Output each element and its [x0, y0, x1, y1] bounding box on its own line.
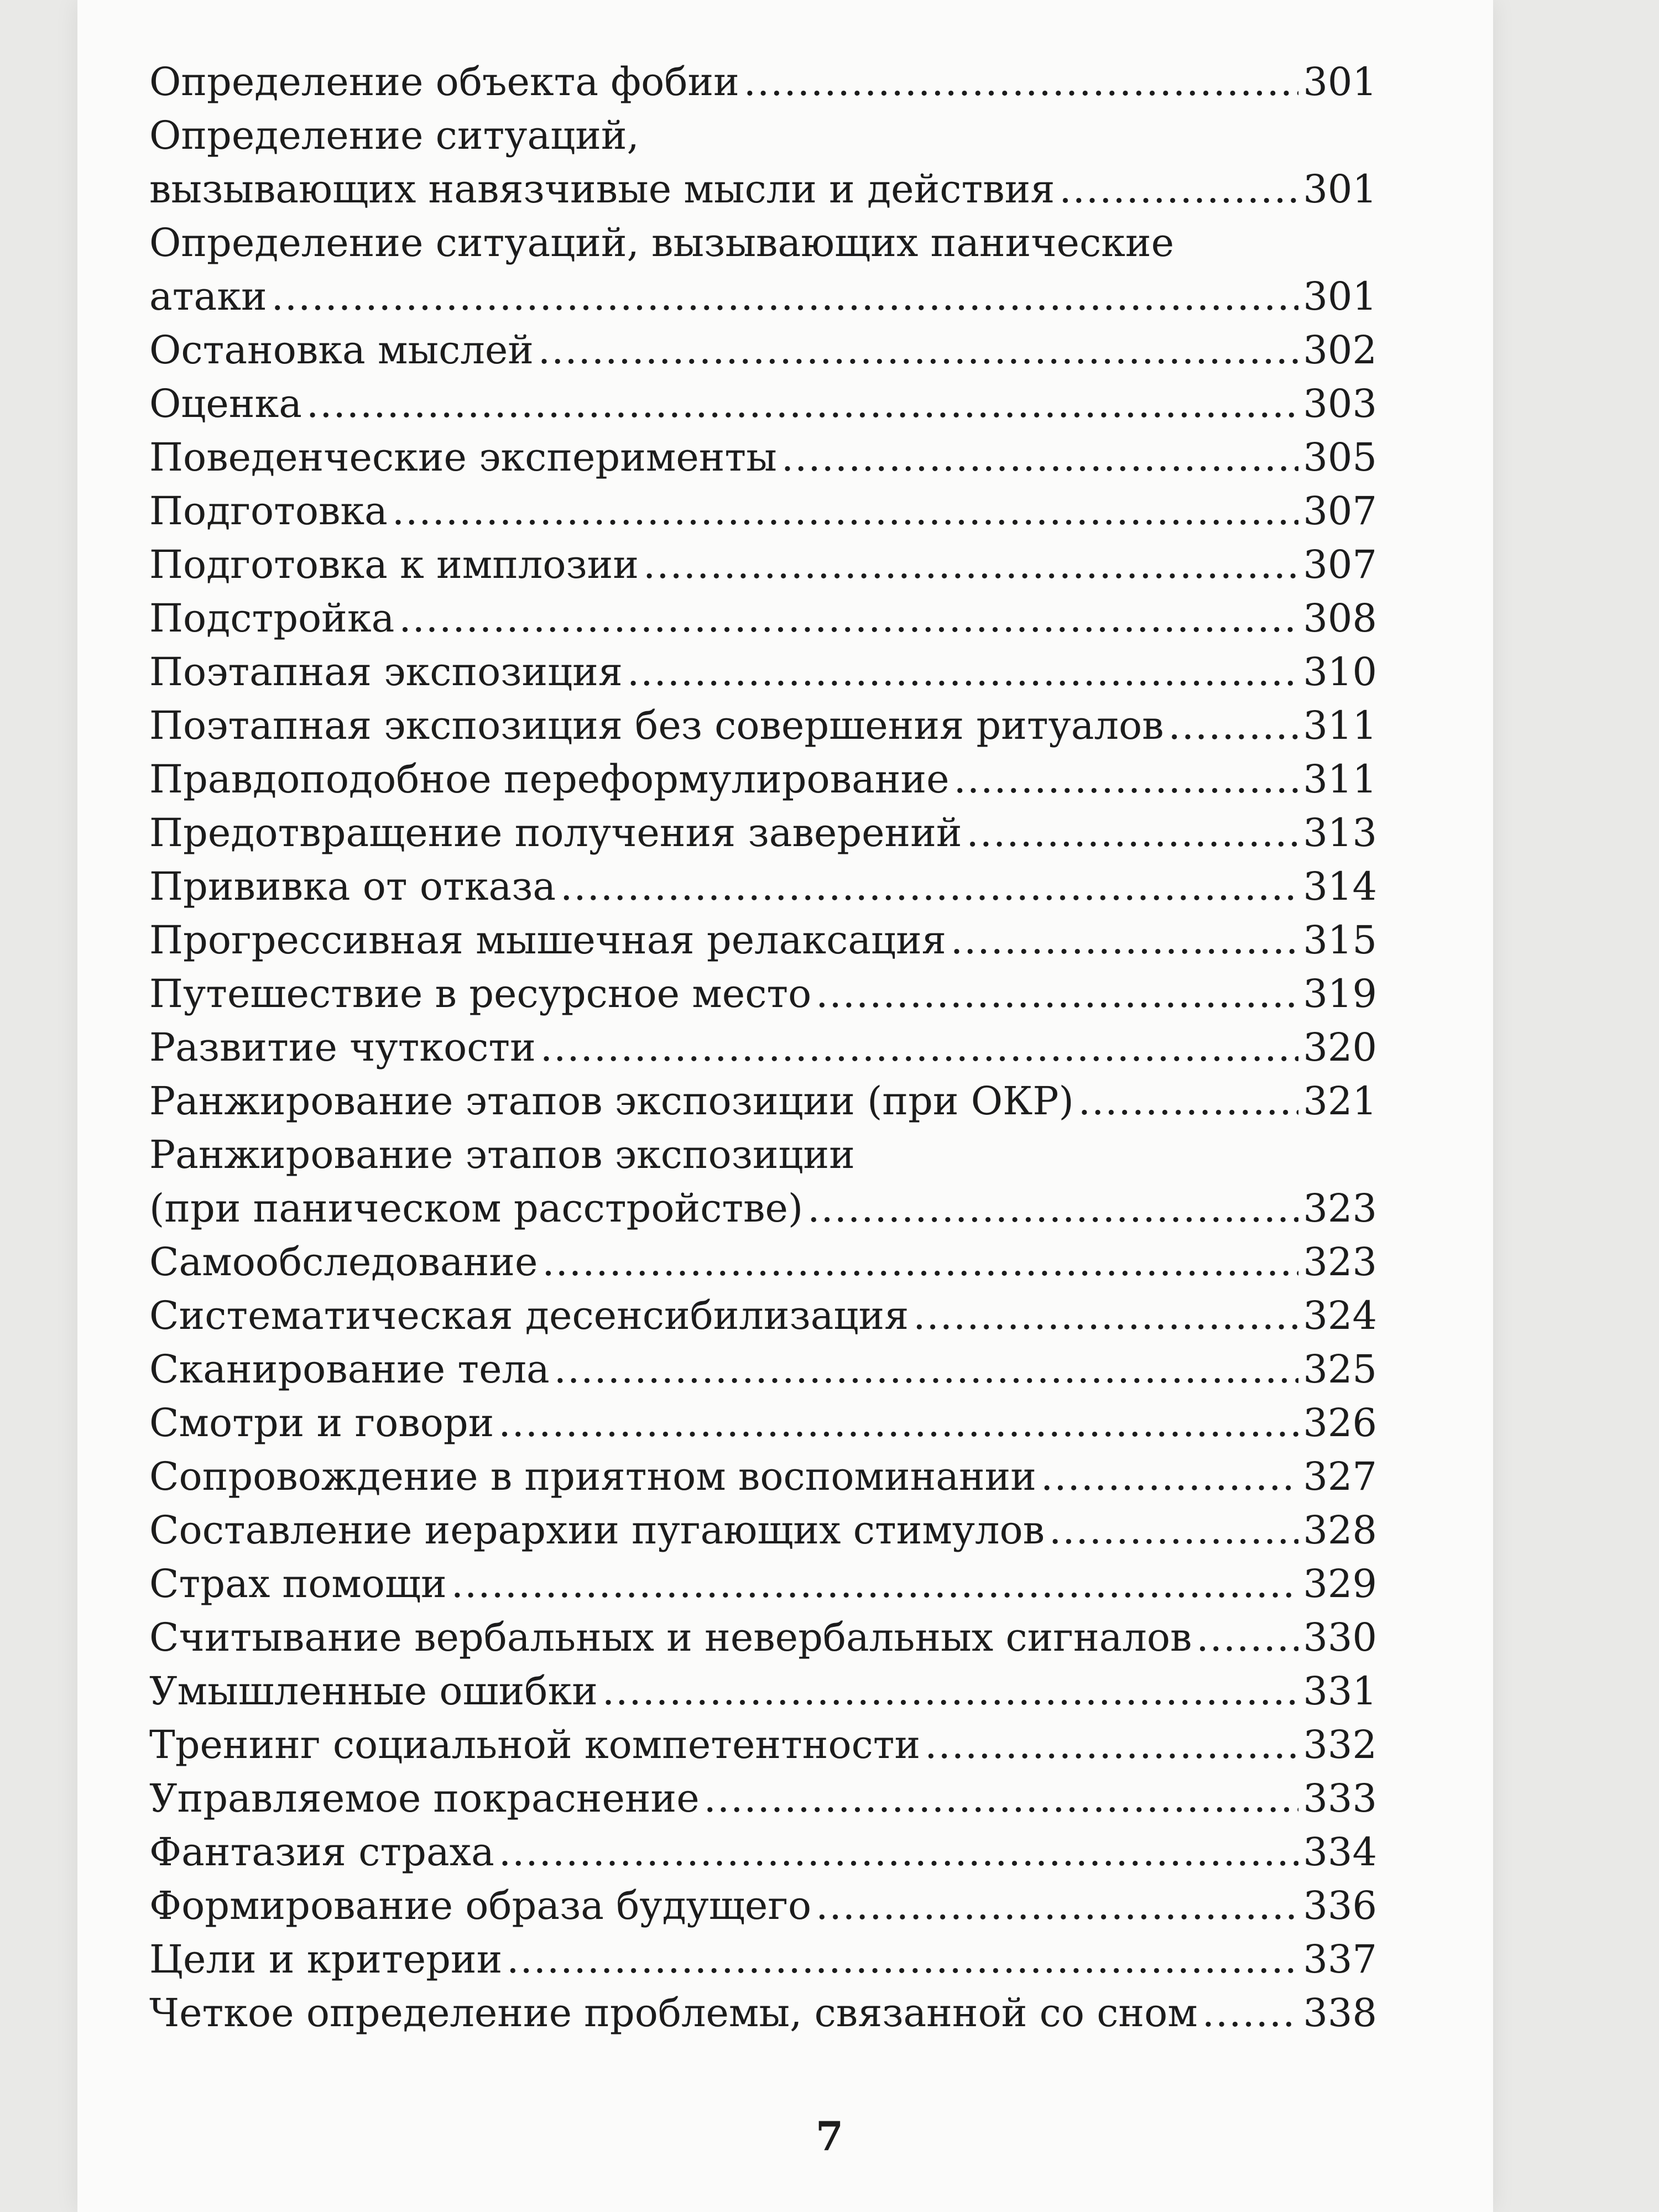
toc-entry-title: Формирование образа будущего	[149, 1883, 812, 1928]
dot-leader	[1196, 1611, 1298, 1665]
toc-entry-title: Подготовка	[149, 488, 388, 534]
toc-entry	[149, 216, 1377, 324]
toc-entry	[149, 645, 1377, 699]
toc-entry-title: Самообследование	[149, 1239, 538, 1285]
toc-entry-title: Считывание вербальных и невербальных сигналов	[149, 1615, 1192, 1660]
toc-entry-title: Управляемое покраснение	[149, 1776, 700, 1821]
toc-entry-line	[149, 270, 1377, 324]
toc-entry-line	[149, 1611, 1377, 1665]
toc-entry	[149, 914, 1377, 967]
dot-leader	[602, 1665, 1299, 1718]
toc-entry	[149, 1718, 1377, 1772]
dot-leader	[272, 270, 1299, 324]
dot-leader	[954, 753, 1299, 806]
table-of-contents	[149, 55, 1377, 2040]
dot-leader	[967, 806, 1299, 860]
toc-entry-page: 337	[1303, 1937, 1377, 1982]
toc-entry	[149, 806, 1377, 860]
toc-entry	[149, 1128, 1377, 1235]
toc-entry-line	[149, 699, 1377, 753]
toc-entry-line	[149, 1933, 1377, 1986]
toc-entry-title: Страх помощи	[149, 1561, 447, 1606]
toc-entry-page: 303	[1303, 381, 1377, 426]
toc-entry	[149, 1504, 1377, 1557]
toc-entry-title: Определение объекта фобии	[149, 59, 739, 105]
toc-entry-page: 315	[1303, 917, 1377, 963]
toc-entry-page: 330	[1303, 1615, 1377, 1660]
toc-entry-page: 301	[1303, 59, 1377, 105]
toc-entry-page: 323	[1303, 1239, 1377, 1285]
toc-entry-title: Оценка	[149, 381, 302, 426]
toc-entry-title: вызывающих навязчивые мысли и действия	[149, 166, 1055, 212]
toc-entry-title: Систематическая десенсибилизация	[149, 1293, 909, 1338]
toc-entry	[149, 1450, 1377, 1504]
toc-entry-title: Остановка мыслей	[149, 327, 534, 373]
toc-entry-line	[149, 1074, 1377, 1128]
toc-entry-line	[149, 1021, 1377, 1074]
toc-entry	[149, 55, 1377, 109]
toc-entry-title: Четкое определение проблемы, связанной со сном	[149, 1990, 1198, 2036]
dot-leader	[816, 967, 1298, 1021]
dot-leader	[560, 860, 1298, 914]
toc-entry-line	[149, 1182, 1377, 1235]
dot-leader	[306, 377, 1298, 431]
toc-entry-line	[149, 538, 1377, 592]
toc-entry-title: Сканирование тела	[149, 1347, 550, 1392]
toc-entry	[149, 1396, 1377, 1450]
toc-entry-page: 320	[1303, 1025, 1377, 1070]
toc-entry-page: 308	[1303, 596, 1377, 641]
dot-leader	[451, 1557, 1299, 1611]
dot-leader	[1078, 1074, 1299, 1128]
toc-entry-page: 326	[1303, 1400, 1377, 1446]
toc-entry-line	[149, 1986, 1377, 2040]
toc-entry-title: Сопровождение в приятном воспоминании	[149, 1454, 1036, 1499]
dot-leader	[913, 1289, 1298, 1343]
toc-entry-line	[149, 163, 1377, 216]
toc-entry-line	[149, 324, 1377, 377]
toc-entry	[149, 324, 1377, 377]
toc-entry-page: 301	[1303, 274, 1377, 319]
toc-entry	[149, 1879, 1377, 1933]
toc-entry	[149, 1665, 1377, 1718]
toc-entry	[149, 1289, 1377, 1343]
toc-entry-line	[149, 1450, 1377, 1504]
toc-entry-page: 333	[1303, 1776, 1377, 1821]
toc-entry-line	[149, 1343, 1377, 1396]
toc-entry-page: 321	[1303, 1078, 1377, 1124]
dot-leader	[498, 1396, 1298, 1450]
toc-entry-line	[149, 484, 1377, 538]
toc-entry-title: Поэтапная экспозиция без совершения ритуалов	[149, 703, 1164, 748]
toc-entry-page: 325	[1303, 1347, 1377, 1392]
toc-entry-line	[149, 1665, 1377, 1718]
toc-entry-page: 331	[1303, 1668, 1377, 1714]
toc-entry-page: 310	[1303, 649, 1377, 695]
dot-leader	[1202, 1986, 1299, 2040]
toc-entry	[149, 1074, 1377, 1128]
toc-entry-page: 324	[1303, 1293, 1377, 1338]
toc-entry-title: Подготовка к имплозии	[149, 542, 639, 587]
toc-entry-title: Умышленные ошибки	[149, 1668, 598, 1714]
toc-entry	[149, 753, 1377, 806]
toc-entry-page: 311	[1303, 757, 1377, 802]
toc-entry-title: Поведенческие эксперименты	[149, 435, 777, 480]
toc-entry-line	[149, 967, 1377, 1021]
toc-entry-line	[149, 55, 1377, 109]
toc-entry-line	[149, 1825, 1377, 1879]
dot-leader	[744, 55, 1299, 109]
toc-entry-title: Составление иерархии пугающих стимулов	[149, 1507, 1045, 1553]
toc-entry	[149, 1611, 1377, 1665]
toc-entry-title: Правдоподобное переформулирование	[149, 757, 950, 802]
toc-entry	[149, 1933, 1377, 1986]
toc-entry-title: Смотри и говори	[149, 1400, 494, 1446]
dot-leader	[627, 645, 1298, 699]
toc-entry-page: 328	[1303, 1507, 1377, 1553]
toc-entry	[149, 1557, 1377, 1611]
toc-entry-title: Прогрессивная мышечная релаксация	[149, 917, 946, 963]
toc-entry-title: Развитие чуткости	[149, 1025, 536, 1070]
toc-entry-title: Подстройка	[149, 596, 395, 641]
toc-entry-line	[149, 1718, 1377, 1772]
dot-leader	[538, 324, 1298, 377]
toc-entry-title: Фантазия страха	[149, 1829, 494, 1875]
dot-leader	[807, 1182, 1298, 1235]
toc-entry-page: 334	[1303, 1829, 1377, 1875]
toc-entry-line	[149, 806, 1377, 860]
toc-entry-title: Поэтапная экспозиция	[149, 649, 623, 695]
dot-leader	[540, 1021, 1299, 1074]
toc-entry	[149, 1343, 1377, 1396]
toc-entry-line	[149, 753, 1377, 806]
toc-entry-title: Тренинг социальной компетентности	[149, 1722, 921, 1767]
dot-leader	[392, 484, 1299, 538]
toc-entry-page: 305	[1303, 435, 1377, 480]
toc-entry-line	[149, 431, 1377, 484]
toc-entry-page: 336	[1303, 1883, 1377, 1928]
toc-entry	[149, 538, 1377, 592]
toc-entry-line	[149, 1772, 1377, 1825]
dot-leader	[704, 1772, 1299, 1825]
toc-entry-line	[149, 1504, 1377, 1557]
toc-entry	[149, 431, 1377, 484]
toc-entry-page: 314	[1303, 864, 1377, 909]
toc-entry-line	[149, 1289, 1377, 1343]
toc-entry-page: 338	[1303, 1990, 1377, 2036]
toc-entry-page: 302	[1303, 327, 1377, 373]
toc-entry-line	[149, 645, 1377, 699]
toc-entry	[149, 377, 1377, 431]
toc-entry	[149, 1986, 1377, 2040]
toc-entry-title-line: Ранжирование этапов экспозиции	[149, 1132, 855, 1177]
toc-entry-page: 327	[1303, 1454, 1377, 1499]
toc-entry	[149, 484, 1377, 538]
toc-entry	[149, 1772, 1377, 1825]
toc-entry-line	[149, 914, 1377, 967]
toc-entry-line	[149, 1235, 1377, 1289]
page-number: 7	[815, 2112, 844, 2159]
dot-leader	[507, 1933, 1298, 1986]
dot-leader	[816, 1879, 1298, 1933]
dot-leader	[399, 592, 1298, 645]
toc-entry	[149, 967, 1377, 1021]
toc-entry	[149, 592, 1377, 645]
toc-entry-title: атаки	[149, 274, 267, 319]
toc-entry-page: 301	[1303, 166, 1377, 212]
toc-entry	[149, 860, 1377, 914]
toc-entry	[149, 699, 1377, 753]
toc-entry-title: Прививка от отказа	[149, 864, 556, 909]
toc-entry	[149, 1235, 1377, 1289]
dot-leader	[1059, 163, 1298, 216]
toc-entry	[149, 1825, 1377, 1879]
toc-entry-page: 323	[1303, 1186, 1377, 1231]
toc-entry-page: 319	[1303, 971, 1377, 1016]
toc-entry-title: Цели и критерии	[149, 1937, 503, 1982]
dot-leader	[1168, 699, 1299, 753]
dot-leader	[499, 1825, 1299, 1879]
toc-entry-title: Путешествие в ресурсное место	[149, 971, 812, 1016]
dot-leader	[643, 538, 1298, 592]
dot-leader	[951, 914, 1299, 967]
toc-entry-line	[149, 592, 1377, 645]
toc-entry-line	[149, 1396, 1377, 1450]
toc-entry-line	[149, 1557, 1377, 1611]
toc-entry-title: (при паническом расстройстве)	[149, 1186, 804, 1231]
toc-entry-title-line: Определение ситуаций, вызывающих панические	[149, 220, 1175, 265]
dot-leader	[925, 1718, 1298, 1772]
toc-entry-title: Предотвращение получения заверений	[149, 810, 962, 855]
toc-entry-page: 311	[1303, 703, 1377, 748]
toc-entry-line	[149, 377, 1377, 431]
toc-entry-title-line: Определение ситуаций,	[149, 113, 639, 158]
toc-entry	[149, 109, 1377, 216]
toc-entry-title: Ранжирование этапов экспозиции (при ОКР)	[149, 1078, 1074, 1124]
dot-leader	[542, 1235, 1298, 1289]
dot-leader	[1049, 1504, 1298, 1557]
dot-leader	[554, 1343, 1299, 1396]
toc-entry-page: 307	[1303, 488, 1377, 534]
dot-leader	[781, 431, 1299, 484]
toc-entry	[149, 1021, 1377, 1074]
toc-entry-page: 307	[1303, 542, 1377, 587]
toc-entry-page: 329	[1303, 1561, 1377, 1606]
dot-leader	[1041, 1450, 1298, 1504]
toc-entry-line	[149, 860, 1377, 914]
toc-entry-line	[149, 1879, 1377, 1933]
toc-entry-page: 313	[1303, 810, 1377, 855]
toc-entry-page: 332	[1303, 1722, 1377, 1767]
